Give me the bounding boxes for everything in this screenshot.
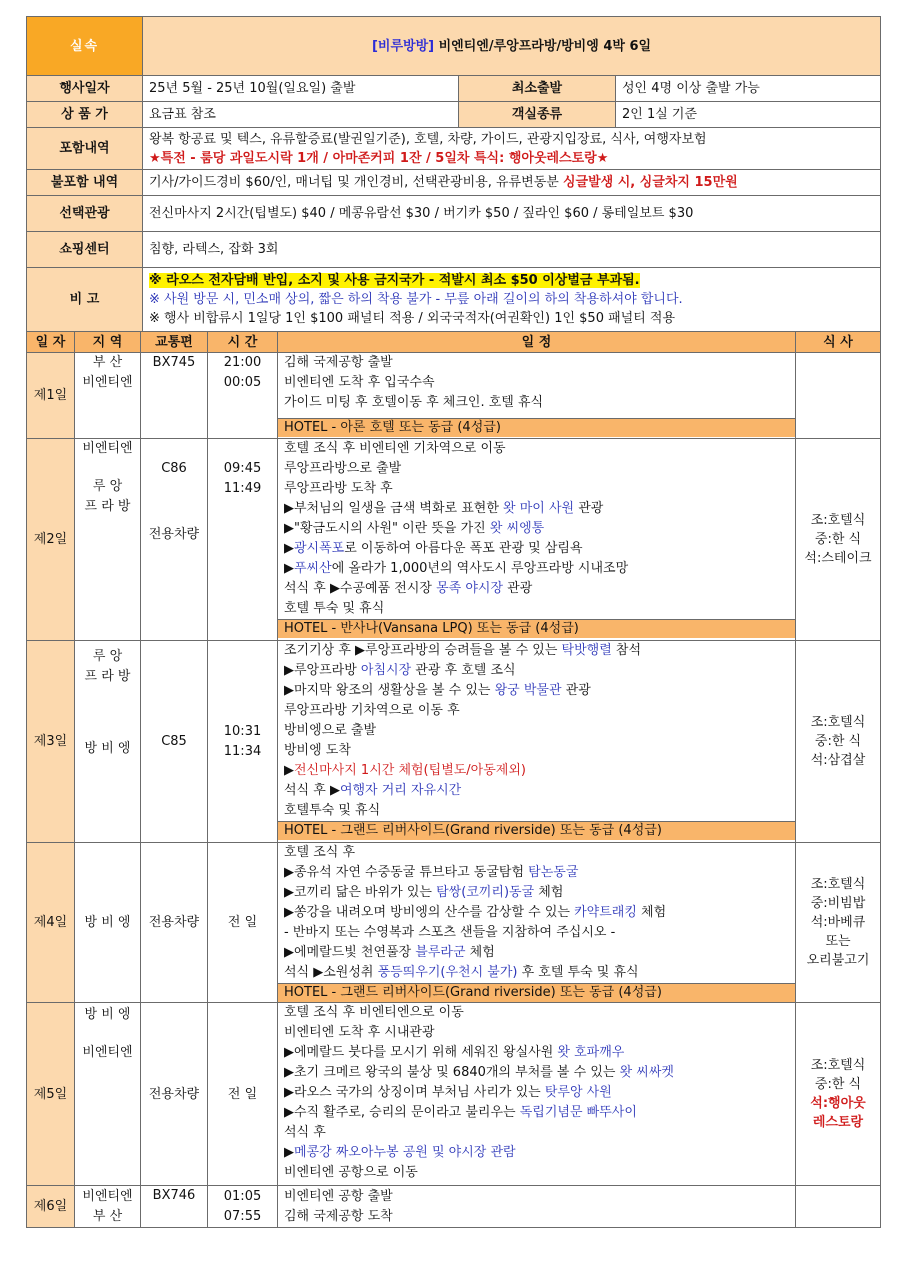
- region-name: 비엔티엔: [82, 375, 133, 390]
- excluded-value: [143, 170, 881, 196]
- region-name: 비엔티엔: [82, 1188, 133, 1204]
- excluded-label: 불포함 내역: [27, 170, 143, 196]
- included-line: 왕복 항공료 및 텍스, 유류할증료(발권일기준), 호텔, 차량, 가이드, 관광지입장료, 식사, 여행자보험: [149, 131, 707, 147]
- time-value: 10:31: [223, 723, 262, 739]
- meal-cell: 조:호텔식 중:한 식 석:삼겹살: [796, 641, 881, 843]
- time-cell: [208, 1186, 278, 1228]
- meal-cell: 조:호텔식 중:비빔밥 석:바베큐 또는 오리불고기: [796, 843, 881, 1003]
- day-label: 제1일: [27, 353, 75, 439]
- flight-number: BX745: [152, 355, 196, 370]
- remark-penalty: ※ 행사 비합류시 1일당 1인 $100 패널티 적용 / 외국국적자(여권확인) 1인 $50 패널티 적용: [149, 311, 676, 326]
- min-departure-value: 성인 4명 이상 출발 가능: [616, 76, 881, 102]
- time-cell: [208, 641, 278, 843]
- schedule-line: ▶부처님의 일생을 금색 벽화로 표현한 왓 마이 사원 관광: [284, 501, 604, 516]
- hotel-row: HOTEL - 아론 호텔 또는 동급 (4성급): [278, 418, 795, 437]
- col-time: 시 간: [208, 332, 278, 353]
- region-name: 프 라 방: [84, 669, 131, 684]
- day-label: 제2일: [27, 439, 75, 641]
- train-number: C86: [161, 461, 187, 476]
- col-day: 일 자: [27, 332, 75, 353]
- region-cell: [75, 353, 141, 439]
- schedule-cell: [278, 439, 796, 641]
- transport-cell: C85: [141, 641, 208, 843]
- region-name: 비엔티엔: [82, 1045, 133, 1060]
- region-cell: [75, 439, 141, 641]
- meal-cell: [796, 353, 881, 439]
- hotel-row: HOTEL - 그랜드 리버사이드(Grand riverside) 또는 동급 (4성급): [278, 821, 795, 840]
- schedule-line: 호텔 조식 후 비엔티엔 기차역으로 이동: [284, 441, 506, 456]
- region-cell: [75, 1186, 141, 1228]
- schedule-cell: 호텔 조식 후 비엔티엔으로 이동 비엔티엔 도착 후 시내관광 ▶에메랄드 붓다를 모시기 위해 세워진 왕실사원 왓 호파깨우 ▶초기 크메르 왕국의 불상 및 6840개의 부처를 볼 수 있는 왓 씨싸켓 ▶라오스 국가의 상징이며 부처님 사리가 있는 탓루앙 사원 ▶수직 활주로, 승리의 문이라고 불리우는 독립기념문 빠뚜사이 석식 후 ▶메콩강 짜오아누봉 공원 및 야시장 관람 비엔티엔 공항으로 이동: [278, 1003, 796, 1186]
- col-transport: 교통편: [141, 332, 208, 353]
- included-value: [143, 128, 881, 170]
- region-name: 비엔티엔: [82, 441, 133, 456]
- time-value: 11:49: [223, 481, 262, 496]
- transport-cell: [141, 353, 208, 439]
- schedule-line: 루앙프라방으로 출발: [284, 461, 402, 476]
- meal-cell: 조:호텔식 중:한 식 석:행아웃 레스토랑: [796, 1003, 881, 1186]
- price-value: 요금표 참조: [143, 102, 459, 128]
- time-value: 00:05: [223, 375, 262, 390]
- time-cell: [208, 353, 278, 439]
- time-cell: [208, 439, 278, 641]
- optional-tour-value: 전신마사지 2시간(팁별도) $40 / 메콩유람선 $30 / 버기카 $50 / 짚라인 $60 / 롱테일보트 $30: [143, 196, 881, 232]
- region-name: 루 앙: [92, 649, 123, 664]
- schedule-line: 김해 국제공항 도착: [284, 1208, 393, 1224]
- schedule-line: 루앙프라방 도착 후: [284, 481, 393, 496]
- schedule-cell: 조기기상 후 ▶루앙프라방의 승려들을 볼 수 있는 탁밧행렬 참석 ▶루앙프라방 아침시장 관광 후 호텔 조식 ▶마지막 왕조의 생활상을 볼 수 있는 왕궁 박물관 관광 루앙프라방 기차역으로 이동 후 방비엥으로 출발 방비엥 도착 ▶전신마사지 1시간 체험(팁별도/아동제외) 석식 후 ▶여행자 거리 자유시간 호텔투숙 및 휴식 HOTEL - 그랜드 리버사이드(Grand riverside) 또는 동급 (4성급): [278, 641, 796, 843]
- hotel-row: HOTEL - 그랜드 리버사이드(Grand riverside) 또는 동급 (4성급): [278, 983, 795, 1002]
- shopping-label: 쇼핑센터: [27, 232, 143, 268]
- special-benefit: ★특전 - 룸당 과일도시락 1개 / 아마존커피 1잔 / 5일차 특식: 행아웃레스토랑★: [149, 150, 609, 166]
- transport-cell: 전용차량: [141, 1003, 208, 1186]
- schedule-cell: [278, 353, 796, 439]
- transport-cell: BX746: [141, 1186, 208, 1228]
- shopping-value: 침향, 라텍스, 잡화 3회: [143, 232, 881, 268]
- price-label: 상 품 가: [27, 102, 143, 128]
- time-value: 11:34: [223, 743, 262, 759]
- region-cell: [75, 641, 141, 843]
- page-title: [143, 17, 881, 76]
- day-label: 제6일: [27, 1186, 75, 1228]
- min-departure-label: 최소출발: [459, 76, 616, 102]
- time-value: 01:05: [223, 1188, 262, 1204]
- optional-tour-label: 선택관광: [27, 196, 143, 232]
- transport-cell: [141, 439, 208, 641]
- schedule-cell: [278, 1186, 796, 1228]
- time-value: 21:00: [223, 355, 262, 370]
- time-cell: 전 일: [208, 1003, 278, 1186]
- schedule-line: 비엔티엔 공항 출발: [284, 1188, 393, 1204]
- schedule-line: 석식 후 ▶수공예품 전시장 몽족 야시장 관광: [284, 581, 533, 596]
- region-name: 프 라 방: [84, 499, 131, 514]
- meal-cell: [796, 1186, 881, 1228]
- time-cell: 전 일: [208, 843, 278, 1003]
- period-value: 25년 5월 - 25년 10월(일요일) 출발: [143, 76, 459, 102]
- summary-table: [26, 16, 881, 332]
- col-meal: 식 사: [796, 332, 881, 353]
- region-name: 부 산: [92, 355, 123, 370]
- remarks-label: 비 고: [27, 268, 143, 332]
- schedule-cell: 호텔 조식 후 ▶종유석 자연 수중동굴 튜브타고 동굴탐험 탐논동굴 ▶코끼리 닮은 바위가 있는 탐쌍(코끼리)동굴 체험 ▶쏭강을 내려오며 방비엥의 산수를 감상할 수 있는 카약트래킹 체험 - 반바지 또는 수영복과 스포츠 샌들을 지참하여 주십시오 - ▶에메랄드빛 천연풀장 블루라군 체험 석식 ▶소원성취 풍등띄우기(우천시 불가) 후 호텔 투숙 및 휴식 HOTEL - 그랜드 리버사이드(Grand riverside) 또는 동급 (4성급): [278, 843, 796, 1003]
- schedule-line: 김해 국제공항 출발: [284, 355, 393, 370]
- time-value: 07:55: [223, 1208, 262, 1224]
- schedule-line: ▶"황금도시의 사원" 이란 뜻을 가진 왓 씨엥통: [284, 521, 545, 536]
- schedule-line: 호텔 투숙 및 휴식: [284, 601, 385, 616]
- excluded-text: 기사/가이드경비 $60/인, 매너팁 및 개인경비, 선택관광비용, 유류변동분: [149, 175, 563, 190]
- included-label: 포함내역: [27, 128, 143, 170]
- title-bracket: [비루방방]: [371, 38, 435, 54]
- room-type-label: 객실종류: [459, 102, 616, 128]
- room-type-value: 2인 1실 기준: [616, 102, 881, 128]
- region-name: 부 산: [92, 1208, 123, 1224]
- period-label: 행사일자: [27, 76, 143, 102]
- time-value: 09:45: [223, 461, 262, 476]
- schedule-line: ▶광시폭포로 이동하여 아름다운 폭포 관광 및 삼림욕: [284, 541, 583, 556]
- itinerary-document: [26, 16, 880, 1228]
- vehicle: 전용차량: [148, 527, 200, 542]
- remarks-value: [143, 268, 881, 332]
- product-badge: 실속: [27, 17, 143, 76]
- schedule-line: ▶푸씨산에 올라가 1,000년의 역사도시 루앙프라방 시내조망: [284, 561, 629, 576]
- day-label: 제4일: [27, 843, 75, 1003]
- schedule-table: [26, 331, 881, 1228]
- region-cell: 방 비 엥: [75, 843, 141, 1003]
- region-name: 방 비 엥: [84, 1007, 131, 1022]
- schedule-line: 가이드 미팅 후 호텔이동 후 체크인. 호텔 휴식: [284, 395, 544, 410]
- schedule-line: 비엔티엔 도착 후 입국수속: [284, 375, 435, 390]
- col-region: 지 역: [75, 332, 141, 353]
- remark-ecig: ※ 라오스 전자담배 반입, 소지 및 사용 금지국가 - 적발시 최소 $50 이상벌금 부과됨.: [149, 273, 640, 288]
- title-main: 비엔티엔/루앙프라방/방비엥 4박 6일: [434, 38, 652, 54]
- remark-dress: ※ 사원 방문 시, 민소매 상의, 짧은 하의 착용 불가 - 무릎 아래 길이의 하의 착용하셔야 합니다.: [149, 292, 683, 307]
- transport-cell: 전용차량: [141, 843, 208, 1003]
- day-label: 제5일: [27, 1003, 75, 1186]
- region-cell: [75, 1003, 141, 1186]
- single-charge: 싱글발생 시, 싱글차지 15만원: [562, 175, 738, 190]
- hotel-row: HOTEL - 반사나(Vansana LPQ) 또는 동급 (4성급): [278, 619, 795, 638]
- meal-cell: 조:호텔식 중:한 식 석:스테이크: [796, 439, 881, 641]
- col-schedule: 일 정: [278, 332, 796, 353]
- region-name: 방 비 엥: [84, 741, 131, 756]
- region-name: 루 앙: [92, 479, 123, 494]
- day-label: 제3일: [27, 641, 75, 843]
